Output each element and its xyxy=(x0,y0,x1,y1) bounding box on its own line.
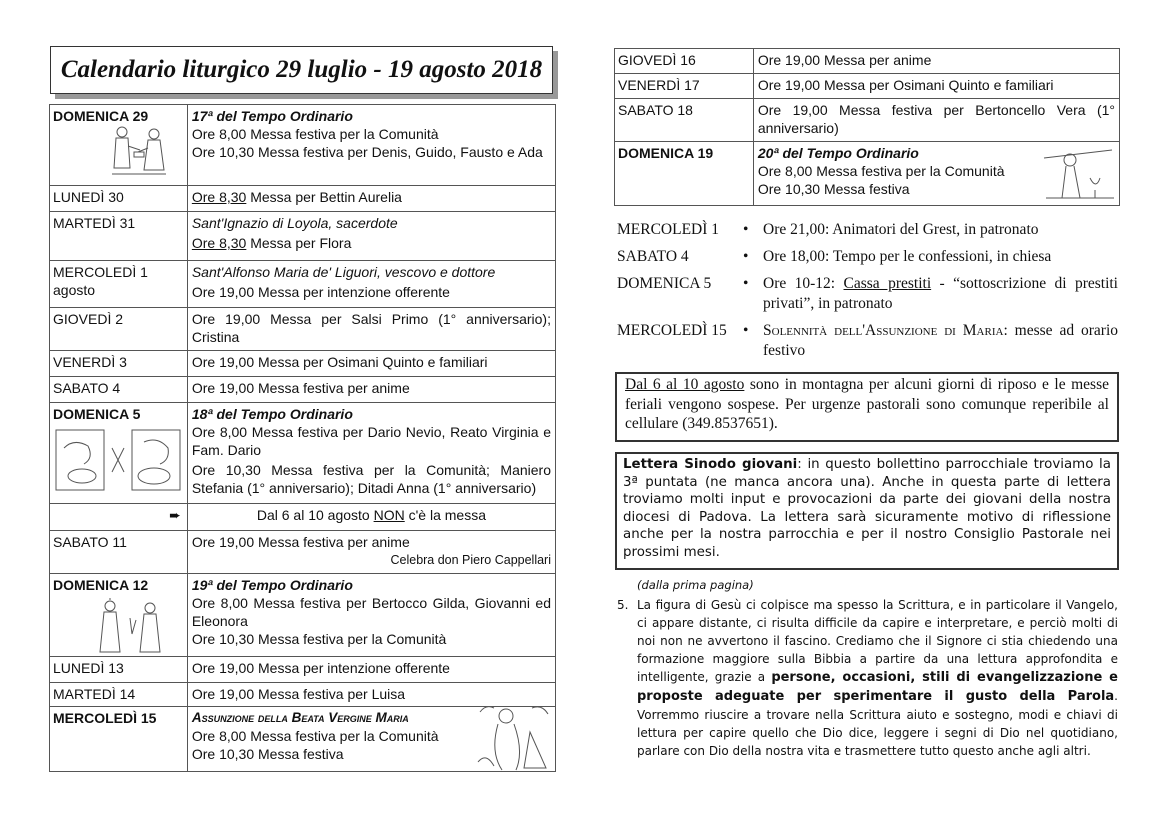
day-content xyxy=(187,212,555,261)
day-label: MARTEDÌ 14 xyxy=(50,683,188,707)
mass-line: Ore 8,00 Messa festiva per Dario Nevio, Reato Virginia e Fam. Dario xyxy=(191,424,551,458)
table-row xyxy=(615,99,1120,142)
day-content: Ore 19,00 Messa per intenzione offerente xyxy=(187,657,555,683)
day-content xyxy=(187,403,555,504)
day-content xyxy=(187,531,555,574)
day-content xyxy=(187,186,555,212)
day-label: SABATO 11 xyxy=(50,531,188,574)
letter-text: : in questo bollettino parrocchiale troviamo la 3ª puntata (ne manca ancora una). Anche in questa parte di lettera troviamo molti input e provocazioni da parte dei giovani della nostra diocesi di Padova. La lettera sarà sicuramente motivo di riflessione anche per la nostra parrocchia e per il nostro Consiglio Pastorale nei prossimi mesi. xyxy=(623,457,1111,560)
day-label: LUNEDÌ 13 xyxy=(50,657,188,683)
celebrant-note: Celebra don Piero Cappellari xyxy=(390,553,551,567)
table-row xyxy=(50,531,556,574)
day-content xyxy=(187,574,555,657)
day-label: DOMENICA 29 xyxy=(50,105,188,186)
mass-line: Ore 10,30 Messa festiva per la Comunità; Maniero Stefania (1° anniversario); Ditadi Anna (1° anniversario) xyxy=(191,462,551,496)
day-label: VENERDÌ 17 xyxy=(615,74,754,99)
mass-line: Ore 19,00 Messa per intenzione offerente xyxy=(191,284,450,300)
liturgy-heading: 17ª del Tempo Ordinario xyxy=(191,108,353,124)
table-row xyxy=(50,261,556,308)
cassa-prestiti-underlined: Cassa prestiti xyxy=(843,275,932,292)
day-label: DOMENICA 5 xyxy=(50,403,188,504)
bullet-icon: • xyxy=(743,275,749,292)
mass-line: Ore 10,30 Messa festiva xyxy=(191,746,344,762)
event-day: SABATO 4 xyxy=(617,248,689,265)
day-label: VENERDÌ 3 xyxy=(50,351,188,377)
day-content: Ore 19,00 Messa festiva per Luisa xyxy=(187,683,555,707)
mass-line: Ore 10,30 Messa festiva per la Comunità xyxy=(191,631,447,647)
saint-of-day: Sant'Alfonso Maria de' Liguori, vescovo e dottore xyxy=(191,264,496,280)
page-title: Calendario liturgico 29 luglio - 19 agosto 2018 xyxy=(60,56,543,83)
day-label: LUNEDÌ 30 xyxy=(50,186,188,212)
time-underlined: Ore 8,30 xyxy=(191,235,247,251)
solemnity-name: Solennità dell'Assunzione di Maria xyxy=(763,322,1004,339)
illustration-figures xyxy=(96,598,168,656)
day-label: SABATO 18 xyxy=(615,99,754,142)
liturgy-heading: 18ª del Tempo Ordinario xyxy=(191,406,353,422)
table-row xyxy=(615,49,1120,74)
table-row xyxy=(50,308,556,351)
event-item xyxy=(617,247,1119,267)
liturgy-heading: 20ª del Tempo Ordinario xyxy=(757,145,919,161)
notes-source: (dalla prima pagina) xyxy=(637,578,754,592)
bullet-icon: • xyxy=(743,221,749,238)
continuation-notes xyxy=(617,576,1118,760)
liturgy-heading: 19ª del Tempo Ordinario xyxy=(191,577,353,593)
day-content: Ore 19,00 Messa per Salsi Primo (1° anniversario); Cristina xyxy=(187,308,555,351)
event-text: Ore 10-12: Cassa prestiti - “sottoscrizione di prestiti privati”, in patronato xyxy=(763,275,1118,312)
letter-title: Lettera Sinodo giovani xyxy=(623,457,798,472)
day-label: MERCOLEDÌ 1 agosto xyxy=(50,261,188,308)
arrow-cell xyxy=(50,504,188,531)
saint-of-day: Sant'Ignazio di Loyola, sacerdote xyxy=(191,215,398,231)
mass-line: Ore 8,00 Messa festiva per la Comunità xyxy=(191,126,439,142)
table-row xyxy=(50,504,556,531)
item-number: 5. xyxy=(617,598,629,612)
day-label: DOMENICA 19 xyxy=(615,142,754,206)
event-item xyxy=(617,274,1119,314)
day-label: GIOVEDÌ 2 xyxy=(50,308,188,351)
mass-line: Ore 19,00 Messa festiva per anime xyxy=(191,534,410,550)
mass-line: Ore 8,00 Messa festiva per la Comunità xyxy=(191,728,439,744)
day-content xyxy=(187,261,555,308)
notes-bold: persone, occasioni, stili di evangelizzazione e proposte adeguate per sperimentare il gusto della Parola xyxy=(637,670,1118,704)
non-underlined: NON xyxy=(373,507,405,523)
event-text: Ore 21,00: Animatori del Grest, in patronato xyxy=(763,221,1039,238)
table-row xyxy=(50,186,556,212)
notice-text: sono in montagna per alcuni giorni di riposo e le messe feriali vengono sospese. Per urgenze pastorali sono comunque reperibile al cellulare (349.8537651). xyxy=(625,376,1109,432)
mass-line: Ore 10,30 Messa festiva xyxy=(757,181,910,197)
arrow-icon: ➨ xyxy=(169,508,181,524)
table-row xyxy=(50,351,556,377)
event-text: Ore 18,00: Tempo per le confessioni, in chiesa xyxy=(763,248,1052,265)
event-day: MERCOLEDÌ 15 xyxy=(617,322,727,339)
mass-line: Messa per Flora xyxy=(246,235,352,251)
bullet-icon: • xyxy=(743,248,749,265)
event-item xyxy=(617,220,1119,240)
mass-line: Ore 10,30 Messa festiva per Denis, Guido, Fausto e Ada xyxy=(191,144,543,160)
day-content: Ore 19,00 Messa per Osimani Quinto e familiari xyxy=(187,351,555,377)
table-row xyxy=(50,212,556,261)
table-row xyxy=(50,657,556,683)
mass-line: Ore 8,00 Messa festiva per la Comunità xyxy=(757,163,1005,179)
vacation-notice xyxy=(615,372,1119,442)
mass-line: Ore 8,00 Messa festiva per Bertocco Gilda, Giovanni ed Eleonora xyxy=(191,595,551,629)
table-row xyxy=(615,74,1120,99)
time-underlined: Ore 8,30 xyxy=(191,189,247,205)
day-content: Ore 19,00 Messa per Osimani Quinto e familiari xyxy=(753,74,1119,99)
calendar-title-box xyxy=(50,46,553,94)
illustration-assumption xyxy=(476,702,552,774)
day-label: DOMENICA 12 xyxy=(50,574,188,657)
day-label: MERCOLEDÌ 15 xyxy=(50,707,188,772)
day-label: SABATO 4 xyxy=(50,377,188,403)
notes-paragraph: 5. La figura di Gesù ci colpisce ma spesso la Scrittura, e in particolare il Vangelo, ci appare distante, ci risulta difficile da capire e interpretare, e perciò molti di noi non ne avvertono il fascino. Crediamo che il Signore ci stia chiedendo una formazione maggiore sulla Bibbia a partire da una lettura approfondita e intelligente, grazie a persone, occasioni, stili di evangelizzazione e proposte adeguate per sperimentare il gusto della Parola. Vorremmo riuscire a trovare nella Scrittura aiuto e sostegno, modi e chiavi di lettura per capire quello che Dio dice, leggere i segni di Dio nel quotidiano, parlare con Dio della nostra vita e trasmettere tutto questo anche agli altri. xyxy=(617,598,1118,758)
event-text: Solennità dell'Assunzione di Maria: messe ad orario festivo xyxy=(763,322,1118,359)
day-label: MARTEDÌ 31 xyxy=(50,212,188,261)
notice-dates: Dal 6 al 10 agosto xyxy=(625,376,745,393)
event-item xyxy=(617,321,1119,361)
day-content: Ore 19,00 Messa festiva per anime xyxy=(187,377,555,403)
illustration-loaves xyxy=(54,428,182,498)
event-day: MERCOLEDÌ 1 xyxy=(617,221,720,238)
letter-sinodo-box xyxy=(615,452,1119,570)
day-label: GIOVEDÌ 16 xyxy=(615,49,754,74)
event-day: DOMENICA 5 xyxy=(617,275,712,292)
bullet-icon: • xyxy=(743,322,749,339)
mass-line: Messa per Bettin Aurelia xyxy=(246,189,402,205)
feast-heading: Assunzione della Beata Vergine Maria xyxy=(191,710,409,725)
day-content: Dal 6 al 10 agosto NON c'è la messa xyxy=(187,504,555,531)
table-row xyxy=(50,377,556,403)
day-content: Ore 19,00 Messa per anime xyxy=(753,49,1119,74)
day-content xyxy=(187,105,555,186)
illustration-crucifix xyxy=(1040,146,1116,202)
day-content: Ore 19,00 Messa festiva per Bertoncello Vera (1° anniversario) xyxy=(753,99,1119,142)
illustration-bread-sharing xyxy=(108,124,170,180)
